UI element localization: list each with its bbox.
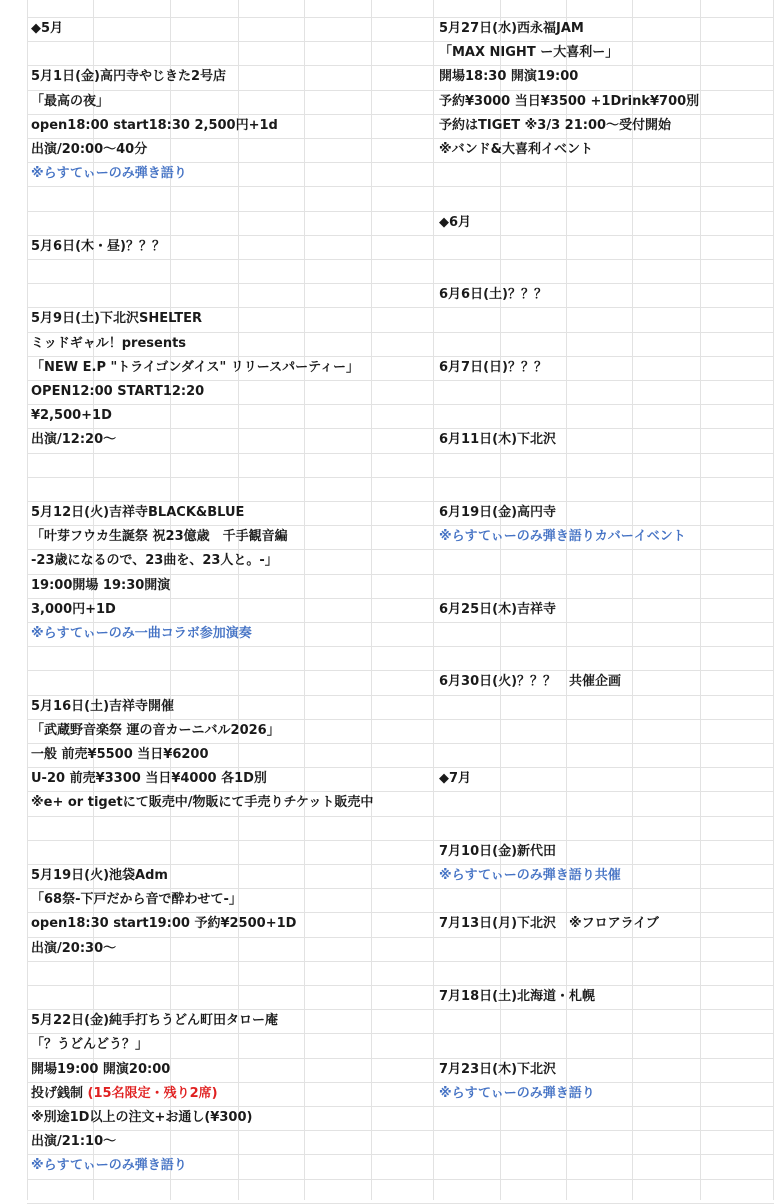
grid-column-line xyxy=(700,0,701,1200)
right_column-cell[interactable] xyxy=(439,1058,556,1082)
right_column-cell[interactable] xyxy=(439,138,593,162)
right_column-cell[interactable] xyxy=(439,912,659,936)
left_column-cell[interactable] xyxy=(31,90,109,114)
left_column-cell[interactable] xyxy=(31,791,373,815)
left_column-cell-text: ¥2,500+1D xyxy=(31,408,112,423)
left_column-cell[interactable] xyxy=(31,888,242,912)
right_column-cell[interactable] xyxy=(439,90,699,114)
left_column-cell-red-note: (15名限定・残り2席) xyxy=(87,1086,218,1101)
left_column-cell[interactable] xyxy=(31,525,288,549)
grid-row-line xyxy=(27,937,774,938)
left_column-cell-text: 5月12日(火)吉祥寺BLACK&BLUE xyxy=(31,505,245,520)
left_column-cell[interactable] xyxy=(31,937,116,961)
left_column-cell-text: 「最高の夜」 xyxy=(31,94,110,109)
right_column-cell[interactable] xyxy=(439,356,547,380)
grid-column-line xyxy=(433,0,434,1200)
grid-row-line xyxy=(27,453,774,454)
left_column-cell-text: 出演/20:00～40分 xyxy=(31,142,148,157)
right_column-cell[interactable] xyxy=(439,501,556,525)
left_column-cell-text: 5月1日(金)高円寺やじきた2号店 xyxy=(31,69,227,84)
grid-row-line xyxy=(27,404,774,405)
left_column-cell[interactable] xyxy=(31,380,204,404)
left_column-cell[interactable] xyxy=(31,1009,278,1033)
right_column-cell[interactable] xyxy=(439,17,584,41)
right_column-cell[interactable] xyxy=(439,283,547,307)
grid-column-line xyxy=(632,0,633,1200)
left_column-cell-text: 5月9日(土)下北沢SHELTER xyxy=(31,311,202,326)
right_column-cell[interactable] xyxy=(439,114,671,138)
right_column-cell-text: 6月6日(土)？？？ xyxy=(439,287,547,302)
left_column-cell-text: 19:00開場 19:30開演 xyxy=(31,578,171,593)
right_column-cell-text: 5月27日(水)西永福JAM xyxy=(439,21,584,36)
left_column-cell-text: 「NEW E.P "トライゴンダイス" リリースパーティー」 xyxy=(31,360,360,375)
grid-row-line xyxy=(27,259,774,260)
left_column-cell-text: ※e+ or tigetにて販売中/物販にて手売りチケット販売中 xyxy=(31,795,374,810)
left_column-cell-text: U-20 前売¥3300 当日¥4000 各1D別 xyxy=(31,771,267,786)
left_column-cell[interactable] xyxy=(31,1033,148,1057)
left_column-cell[interactable] xyxy=(31,17,63,41)
right_column-cell[interactable] xyxy=(439,211,471,235)
grid-row-line xyxy=(27,598,774,599)
left_column-cell[interactable] xyxy=(31,1082,218,1106)
left_column-cell-text: 「武蔵野音楽祭 運の音カーニバル2026」 xyxy=(31,723,280,738)
left_column-cell[interactable] xyxy=(31,404,112,428)
left_column-cell-text: 出演/21:10～ xyxy=(31,1134,117,1149)
grid-row-line xyxy=(27,41,774,42)
right_column-cell-text: 7月23日(木)下北沢 xyxy=(439,1062,557,1077)
left_column-cell[interactable] xyxy=(31,767,267,791)
left_column-cell[interactable] xyxy=(31,501,244,525)
left_column-cell-text: ※らすてぃーのみ弾き語り xyxy=(31,1158,187,1173)
right_column-cell-text: 6月25日(木)吉祥寺 xyxy=(439,602,557,617)
right_column-cell-text: ※バンド&大喜利イベント xyxy=(439,142,593,157)
left_column-cell-text: open18:00 start18:30 2,500円+1d xyxy=(31,118,278,133)
left_column-cell-text: ※別途1D以上の注文+お通し(¥300) xyxy=(31,1110,253,1125)
right_column-cell-text: 6月7日(日)？？？ xyxy=(439,360,547,375)
grid-row-line xyxy=(27,646,774,647)
grid-row-line xyxy=(27,816,774,817)
right_column-cell-text: ※らすてぃーのみ弾き語り共催 xyxy=(439,868,621,883)
grid-column-line xyxy=(566,0,567,1200)
right_column-cell-text: 7月18日(土)北海道・札幌 xyxy=(439,989,596,1004)
right_column-cell-text: 7月13日(月)下北沢 ※フロアライブ xyxy=(439,916,659,931)
left_column-cell[interactable] xyxy=(31,138,147,162)
left_column-cell-text: 一般 前売¥5500 当日¥6200 xyxy=(31,747,209,762)
right_column-cell-text: 6月11日(木)下北沢 xyxy=(439,432,557,447)
left_column-cell[interactable] xyxy=(31,1154,187,1178)
left_column-cell-text: ※らすてぃーのみ一曲コラボ参加演奏 xyxy=(31,626,252,641)
left_column-cell[interactable] xyxy=(31,598,116,622)
grid-column-line xyxy=(371,0,372,1200)
left_column-cell-text: 「68祭-下戸だから音で酔わせて-」 xyxy=(31,892,242,907)
left_column-cell-text: 投げ銭制 xyxy=(31,1086,88,1101)
grid-row-line xyxy=(27,477,774,478)
right_column-cell[interactable] xyxy=(439,767,471,791)
left_column-cell-text: ミッドギャル！presents xyxy=(31,336,187,351)
left_column-cell[interactable] xyxy=(31,1130,116,1154)
grid-row-line xyxy=(27,1130,774,1131)
right_column-cell-text: ◆7月 xyxy=(439,771,472,786)
left_column-cell[interactable] xyxy=(31,307,202,331)
right_column-cell[interactable] xyxy=(439,1082,595,1106)
grid-row-line xyxy=(27,186,774,187)
left_column-cell[interactable] xyxy=(31,1058,170,1082)
left_column-cell[interactable] xyxy=(31,235,165,259)
left_column-cell[interactable] xyxy=(31,332,186,356)
left_column-cell-text: 出演/20:30～ xyxy=(31,941,117,956)
left_column-cell-text: 5月22日(金)純手打ちうどん町田タロー庵 xyxy=(31,1013,279,1028)
left_column-cell[interactable] xyxy=(31,1106,252,1130)
left_column-cell[interactable] xyxy=(31,864,168,888)
grid-row-line xyxy=(27,961,774,962)
right_column-cell-text: 予約¥3000 当日¥3500 +1Drink¥700別 xyxy=(439,94,700,109)
right_column-cell[interactable] xyxy=(439,65,578,89)
grid-row-line xyxy=(27,985,774,986)
grid-row-line xyxy=(27,17,774,18)
left_column-cell[interactable] xyxy=(31,65,226,89)
left_column-cell-text: 開場19:00 開演20:00 xyxy=(31,1062,171,1077)
grid-row-line xyxy=(27,283,774,284)
left_column-cell-text: OPEN12:00 START12:20 xyxy=(31,384,205,399)
right_column-cell-text: ※らすてぃーのみ弾き語り xyxy=(439,1086,595,1101)
left_column-cell[interactable] xyxy=(31,622,252,646)
right_column-cell-text: ◆6月 xyxy=(439,215,472,230)
left_column-cell[interactable] xyxy=(31,549,278,573)
right_column-cell-text: ※らすてぃーのみ弾き語りカバーイベント xyxy=(439,529,686,544)
right_column-cell-text: 6月30日(火)？？？ 共催企画 xyxy=(439,674,622,689)
left_column-cell[interactable] xyxy=(31,695,174,719)
left_column-cell[interactable] xyxy=(31,114,278,138)
right_column-cell-text: 7月10日(金)新代田 xyxy=(439,844,557,859)
left_column-cell[interactable] xyxy=(31,719,280,743)
left_column-cell[interactable] xyxy=(31,428,116,452)
right_column-cell[interactable] xyxy=(439,840,556,864)
left_column-cell-text: 3,000円+1D xyxy=(31,602,116,617)
left_column-cell[interactable] xyxy=(31,743,209,767)
left_column-cell-text: -23歳になるので、23曲を、23人と。-」 xyxy=(31,553,278,568)
right_column-cell[interactable] xyxy=(439,428,556,452)
right_column-cell-text: 予約はTIGET ※3/3 21:00～受付開始 xyxy=(439,118,672,133)
right_column-cell[interactable] xyxy=(439,525,686,549)
left_column-cell[interactable] xyxy=(31,574,170,598)
right_column-cell-text: 6月19日(金)高円寺 xyxy=(439,505,557,520)
grid-column-line xyxy=(304,0,305,1200)
grid-row-line xyxy=(27,211,774,212)
grid-row-line xyxy=(27,670,774,671)
right_column-cell-text: 「MAX NIGHT ー大喜利ー」 xyxy=(439,45,619,60)
grid-row-line xyxy=(27,1179,774,1180)
grid-row-line xyxy=(27,428,774,429)
left_column-cell-text: 5月19日(火)池袋Adm xyxy=(31,868,168,883)
left_column-cell-text: 5月6日(木・昼)？？？ xyxy=(31,239,165,254)
left_column-cell[interactable] xyxy=(31,912,296,936)
left_column-cell-text: ※らすてぃーのみ弾き語り xyxy=(31,166,187,181)
left_column-cell-text: 「？うどんどう？」 xyxy=(31,1037,149,1052)
left_column-cell-text: 「叶芽フウカ生誕祭 祝23億歳 千手観音編 xyxy=(31,529,288,544)
right_column-cell[interactable] xyxy=(439,670,621,694)
grid-row-line xyxy=(27,840,774,841)
left_column-cell-text: 5月16日(土)吉祥寺開催 xyxy=(31,699,175,714)
left_column-cell-text: 出演/12:20～ xyxy=(31,432,117,447)
right_column-cell[interactable] xyxy=(439,864,621,888)
right_column-cell[interactable] xyxy=(439,985,595,1009)
left_column-cell-text: open18:30 start19:00 予約¥2500+1D xyxy=(31,916,297,931)
left_column-cell[interactable] xyxy=(31,356,359,380)
grid-column-line xyxy=(27,0,28,1200)
right_column-cell[interactable] xyxy=(439,598,556,622)
left_column-cell[interactable] xyxy=(31,162,187,186)
left_column-cell-text: ◆5月 xyxy=(31,21,64,36)
right_column-cell-text: 開場18:30 開演19:00 xyxy=(439,69,579,84)
right_column-cell[interactable] xyxy=(439,41,618,65)
